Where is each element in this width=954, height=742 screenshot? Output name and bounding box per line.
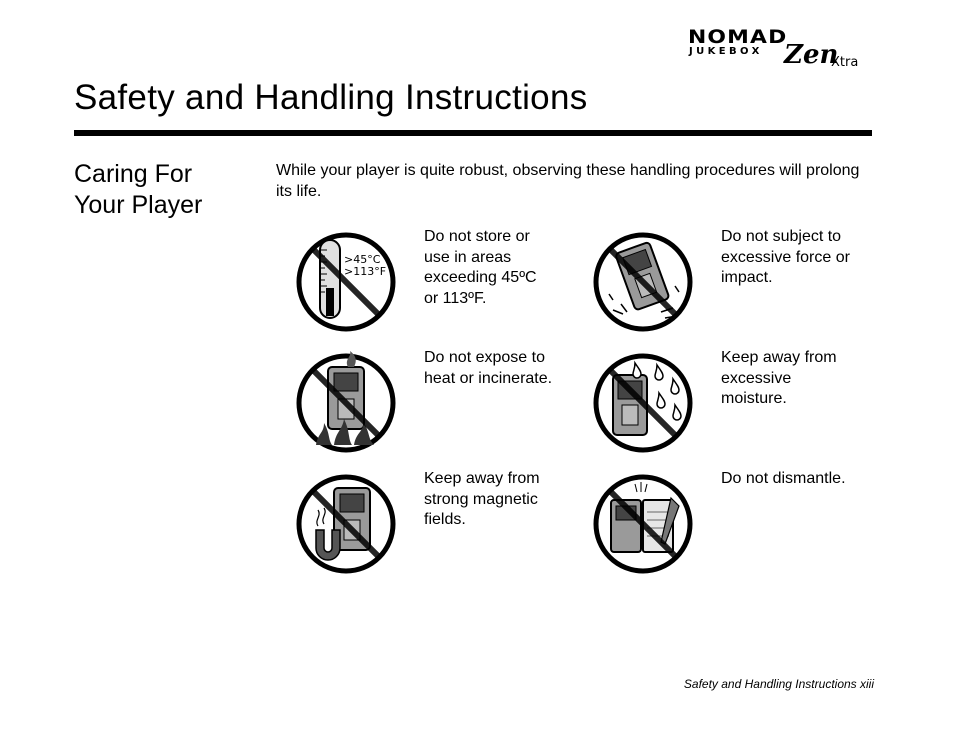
thermometer-prohibited-icon bbox=[294, 228, 398, 336]
page-title: Safety and Handling Instructions bbox=[74, 78, 588, 117]
logo-jukebox: JUKEBOX bbox=[689, 46, 763, 57]
item-line: exceeding 45ºC bbox=[424, 269, 537, 287]
section-heading bbox=[74, 159, 244, 221]
item-text-impact bbox=[721, 227, 871, 289]
temp-label-celsius: >45°C bbox=[344, 253, 381, 266]
intro-paragraph: While your player is quite robust, observing these handling procedures will prolong its life. bbox=[276, 162, 860, 200]
item-text-magnet bbox=[424, 469, 574, 531]
item-line: Do not subject to bbox=[721, 228, 842, 245]
item-line: fields. bbox=[424, 511, 466, 529]
item-line: excessive bbox=[721, 369, 792, 387]
item-line: Do not store or bbox=[424, 228, 530, 245]
item-line: Do not dismantle. bbox=[721, 470, 846, 487]
section-heading-line1: Caring For bbox=[74, 160, 193, 188]
logo-zen: Zen bbox=[784, 40, 839, 70]
logo-nomad: NOMAD bbox=[688, 26, 788, 48]
item-text-fire bbox=[424, 348, 574, 389]
item-line: heat or incinerate. bbox=[424, 369, 553, 387]
item-line: moisture. bbox=[721, 390, 787, 408]
section-heading-line2: Your Player bbox=[74, 191, 203, 219]
fire-prohibited-icon bbox=[294, 349, 398, 457]
logo-xtra: Xtra bbox=[831, 55, 859, 70]
item-line: Keep away from bbox=[424, 470, 540, 487]
item-line: use in areas bbox=[424, 248, 512, 266]
impact-prohibited-icon bbox=[591, 228, 695, 336]
moisture-prohibited-icon bbox=[591, 349, 695, 457]
item-line: excessive force or bbox=[721, 248, 850, 266]
item-text-dismantle bbox=[721, 469, 871, 490]
item-line: Keep away from bbox=[721, 349, 837, 366]
temp-label-fahrenheit: >113°F bbox=[344, 265, 387, 278]
item-line: impact. bbox=[721, 269, 773, 287]
item-text-moisture bbox=[721, 348, 871, 410]
nomad-zen-xtra-logo bbox=[688, 26, 868, 74]
page-footer: Safety and Handling Instructions xiii bbox=[683, 677, 874, 691]
dismantle-prohibited-icon bbox=[591, 470, 695, 578]
item-text-temperature bbox=[424, 227, 574, 309]
magnet-prohibited-icon bbox=[294, 470, 398, 578]
item-line: or 113ºF. bbox=[424, 289, 487, 307]
item-line: strong magnetic bbox=[424, 490, 538, 508]
item-line: Do not expose to bbox=[424, 349, 545, 366]
title-rule bbox=[74, 130, 872, 136]
